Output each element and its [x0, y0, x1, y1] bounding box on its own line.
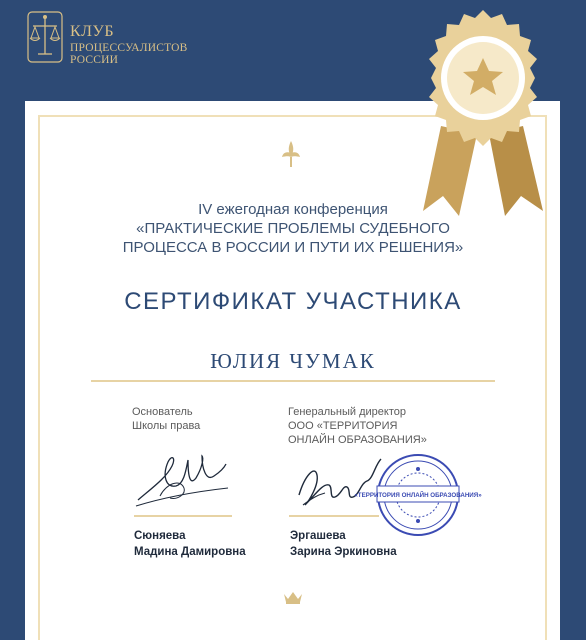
company-stamp	[354, 452, 482, 538]
stamp-text: «ТЕРРИТОРИЯ ОНЛАЙН ОБРАЗОВАНИЯ»	[354, 492, 482, 499]
logo-title: КЛУБ	[70, 23, 115, 40]
right-signer-role-1: Генеральный директор	[288, 406, 406, 418]
left-signature	[132, 448, 232, 514]
conference-line-3: ПРОЦЕССА В РОССИИ И ПУТИ ИХ РЕШЕНИЯ»	[122, 239, 464, 256]
logo-subtitle-2: РОССИИ	[70, 54, 119, 66]
right-signature	[295, 455, 385, 515]
recipient-underline	[91, 380, 495, 382]
right-signature-line	[289, 515, 379, 517]
certificate-title: СЕРТИФИКАТ УЧАСТНИКА	[124, 288, 462, 315]
left-signer-surname: Сюняева	[134, 530, 186, 542]
lily-ornament-icon	[280, 139, 302, 169]
right-signer-role-2: ООО «ТЕРРИТОРИЯ	[288, 420, 398, 432]
scales-of-justice-icon	[26, 10, 66, 70]
left-signer-role-1: Основатель	[132, 406, 193, 418]
conference-line-1: IV ежегодная конференция	[198, 201, 388, 218]
right-signer-role-3: ОНЛАЙН ОБРАЗОВАНИЯ»	[288, 434, 427, 446]
crown-icon	[283, 590, 303, 604]
logo-subtitle: ПРОЦЕССУАЛИСТОВ	[70, 42, 188, 54]
club-logo	[26, 10, 216, 76]
star-badge-icon	[403, 6, 563, 218]
right-signer-name: Зарина Эркиновна	[290, 546, 397, 558]
recipient-name: ЮЛИЯ ЧУМАК	[210, 349, 376, 373]
left-signer-name: Мадина Дамировна	[134, 546, 246, 558]
left-signer-role-2: Школы права	[132, 420, 201, 432]
conference-line-2: «ПРАКТИЧЕСКИЕ ПРОБЛЕМЫ СУДЕБНОГО	[136, 220, 450, 237]
left-signature-line	[134, 515, 232, 517]
right-signer-surname: Эргашева	[290, 530, 346, 542]
